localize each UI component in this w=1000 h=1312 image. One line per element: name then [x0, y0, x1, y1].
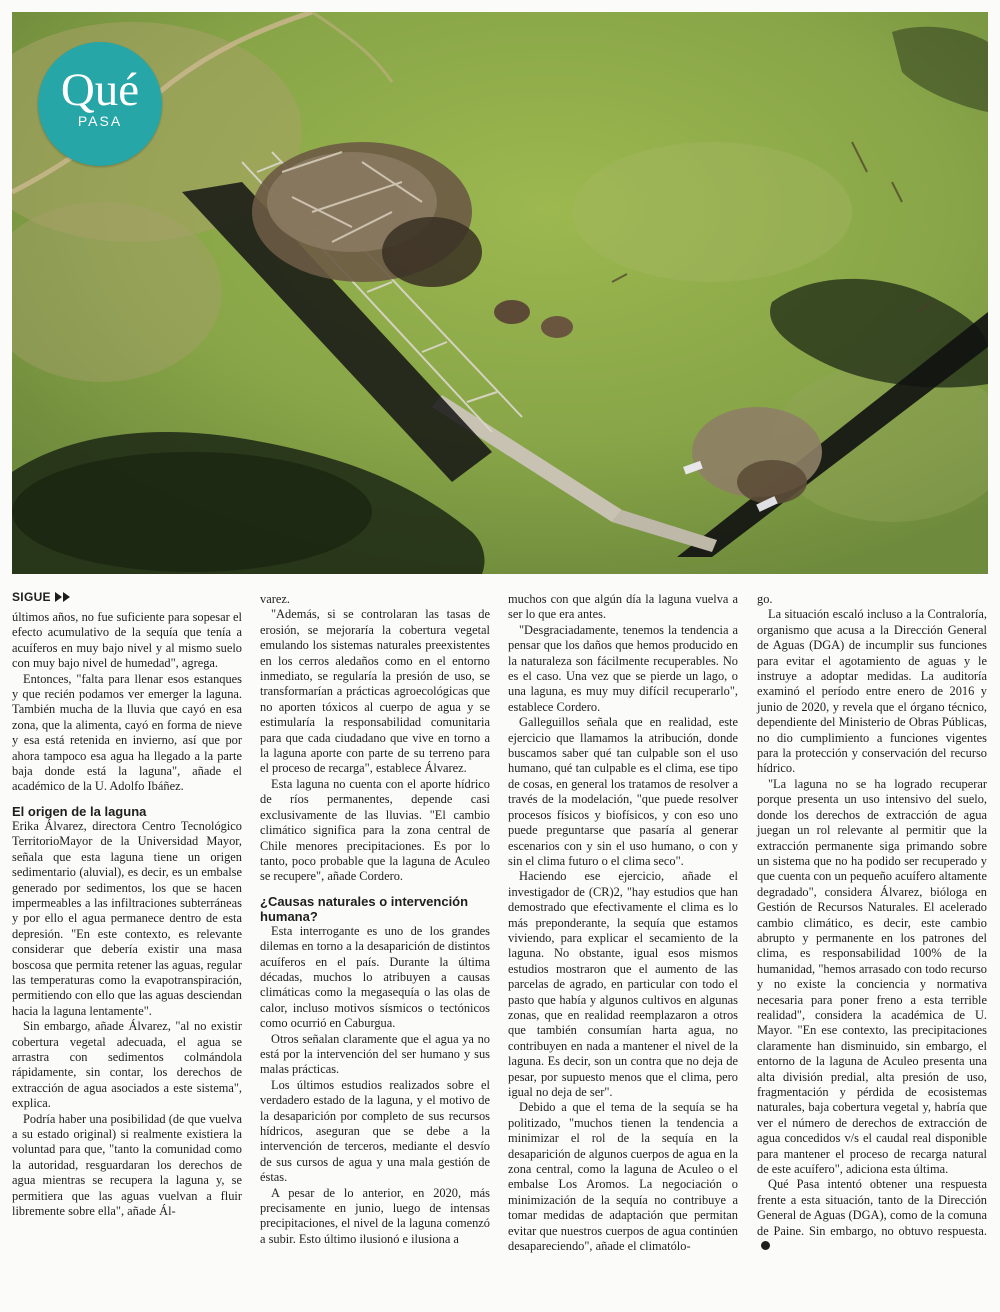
paragraph: varez. — [260, 592, 290, 606]
paragraph: La situación escaló incluso a la Contraloría, organismo que acusa a la Dirección General de Aguas (DGA) de incumplir sus funciones para evitar el agotamiento de aguas y le instruye a adoptar medidas. La auditoría examinó el período entre enero de 2016 y junio de 2020, y revela que el órgano técnico, dependiente del Ministerio de Obras Públicas, no dio cumplimiento a funciones vigentes para la protección y conservación del recurso hídrico. — [757, 607, 987, 776]
paragraph-final — [757, 1177, 987, 1254]
section-heading: El origen de la laguna — [12, 803, 147, 819]
paragraph: Esta laguna no cuenta con el aporte hídrico de ríos permanentes, depende casi exclusivamente de las lluvias. "El cambio climático significa para la zona central de Chile menores precipitaciones. Es por lo tanto, poco probable que la laguna de Aculeo se recupere", añade Cordero. — [260, 776, 490, 884]
arrow-right-icon — [55, 592, 62, 602]
paragraph: "Desgraciadamente, tenemos la tendencia a pensar que los daños que hemos producido en la naturaleza son fácilmente recuperables. No es el caso. Una vez que se pierde un lago, o una laguna, es muy muy difícil recuperarlo", establece Cordero. — [508, 622, 738, 714]
paragraph: Haciendo ese ejercicio, añade el investigador de (CR)2, "hay estudios que han demostrado que efectivamente el clima es lo más preponderante, la sequía que estamos viviendo, para explicar el secamiento de la laguna. No obstante, igual esos mismos estudios mostraron que el aumento de las parcelas de agrado, en particular con todo el pasto que había y algunos cultivos en algunas zonas, que en realidad reemplazaron a otros que también consumían harta agua, no contribuyen en nada a mantener el nivel de la laguna. Es decir, son un contra que no deja de pesar, por supuesto menos que el clima, pero igual no deja de ser". — [508, 869, 738, 1099]
paragraph: Debido a que el tema de la sequía se ha politizado, "muchos tienen la tendencia a minimizar el rol de la sequía en la desaparición de algunos cuerpos de agua en la zona central, como la laguna de Aculeo o el embalse Los Aromos. La negociación o minimización de la sequía no contribuye a tomar medidas de adaptación que permitan evitar que nuestros cuerpos de agua continúen desapareciendo", añade el climatólo- — [508, 1100, 738, 1254]
aerial-photo — [12, 12, 988, 574]
paragraph: últimos años, no fue suficiente para sopesar el efecto acumulativo de la sequía que tenía a acuíferos en muy bajo nivel y al mismo suelo con muy bajo nivel de humedad", agrega. — [12, 610, 242, 671]
paragraph: "Además, si se controlaran las tasas de erosión, se mejoraría la cobertura vegetal emulando los sistemas naturales preexistentes en los cerros aledaños como en el entorno inmediato, se regularía la presión de uso, se transformarían a prácticas agroecológicas que no aporten tóxicos al cuerpo de agua y se estimularía la responsabilidad comunitaria para que cada ciudadano que vive en torno a la laguna aporte con parte de su terreno para el proceso de recarga", establece Álvarez. — [260, 607, 490, 776]
paragraph: Podría haber una posibilidad (de que vuelva a su estado original) si realmente existiera la voluntad para que, "tanto la comunidad como la autoridad, resguardaran los derechos de agua mientras se recupera la laguna y, se permitiera que las aguas vuelvan a fluir libremente sobre ella", añade Ál- — [12, 1111, 242, 1219]
paragraph: muchos con que algún día la laguna vuelva a ser lo que era antes. — [508, 592, 738, 622]
article-column-1 — [12, 610, 242, 1219]
paragraph: Los últimos estudios realizados sobre el verdadero estado de la laguna, y el motivo de la desaparición por completo de sus recursos hídricos, aseguran que se debe a la intervención de terceros, mediante el desvío de sus cursos de agua y una mala gestión de éstas. — [260, 1077, 490, 1185]
paragraph: go. — [757, 592, 773, 606]
paragraph: Entonces, "falta para llenar esos estanques y que recién podamos ver emerger la laguna. También mucha de la lluvia que cayó en esa zona, que la alimenta, cayó en forma de nieve y esa está retenida en invierno, así que por ahora tampoco esa agua ha llegado a la parte baja donde está la laguna", añade el académico de la U. Adolfo Ibáñez. — [12, 671, 242, 794]
logo-main-text: Qué — [60, 64, 140, 116]
paragraph: "La laguna no se ha logrado recuperar porque presenta un uso intensivo del suelo, donde los derechos de extracción de agua juegan un rol relevante al permitir que la extracción permanente siga primando sobre un sistema que no ha podido ser recuperado y que cuenta con un pequeño acuífero altamente degradado", considera Álvarez, bióloga en Gestión de Recursos Naturales. El acelerado cambio climático, es decir, este cambio abrupto y permanente en los patrones del clima, es responsabilidad 100% de la humanidad, "hemos arrasado con todo recurso y no existe la conciencia y normativa necesaria para poner freno a esta terrible realidad", considera la académica de U. Mayor. "En ese contexto, las precipitaciones claramente han disminuido, sin embargo, el entorno de la laguna de Aculeo presenta una alta división predial, alta presión de uso, fragmentación y pérdida de ecosistemas naturales, baja cobertura vegetal y, habría que ver el número de derechos de extracción de agua concedidos v/s el caudal real disponible para mantener el proceso de recarga natural de este acuífero", adiciona esta última. — [757, 776, 987, 1177]
logo-sub-text: PASA — [77, 113, 123, 129]
end-mark-icon — [761, 1241, 770, 1250]
paragraph: Galleguillos señala que en realidad, este ejercicio que llamamos la atribución, donde buscamos saber qué tan culpable son el uso humano, qué tan culpable es el clima, ese tipo de cosas, en general los tratamos de resolver a través de la modelación, "que puede resolver procesos físicos y biofísicos, y con eso uno puede preguntarse que pasaría al generar escenarios con y sin el uso humano, o con y sin el clima futuro o el clima seco". — [508, 715, 738, 868]
paragraph: Esta interrogante es uno de los grandes dilemas en torno a la desaparición de distintos acuíferos en el país. Durante la última décadas, muchos lo atribuyen a causas climáticas como la megasequía o las olas de calor, incluso motivos sísmicos o tectónicos como ocurrió en Caburgua. — [260, 923, 490, 1031]
sigue-indicator — [12, 590, 70, 604]
section-heading: ¿Causas naturales o intervención humana? — [260, 893, 469, 924]
sigue-label: SIGUE — [12, 590, 51, 604]
paragraph: Otros señalan claramente que el agua ya no está por la intervención del ser humano y sus malas prácticas. — [260, 1031, 490, 1077]
arrow-right-icon — [63, 592, 70, 602]
article-column-2 — [260, 592, 490, 1247]
paragraph: Erika Álvarez, directora Centro Tecnológico TerritorioMayor de la Universidad Mayor, señala que esta laguna tiene un origen sedimentario (aluvial), es decir, es un embalse generado por sedimentos, los que se hacen impermeables a las infiltraciones subterráneas y por ello el agua permanece dentro de esta depresión. "En este contexto, es relevante considerar que debería existir una masa boscosa que permita retener las aguas, regular las temperaturas como la evapotranspiración, permitiendo con ello que las aguas desciendan hacia la laguna lentamente". — [12, 818, 242, 1018]
paragraph: Sin embargo, añade Álvarez, "al no existir cobertura vegetal adecuada, el agua se arrastra con sedimentos colmándola rápidamente, sin contar, los derechos de extracción de agua asociados a este sistema", explica. — [12, 1019, 242, 1111]
final-paragraph-text: Qué Pasa intentó obtener una respuesta frente a esta situación, tanto de la Dirección General de Aguas (DGA), como de la comuna de Paine. Sin embargo, no obtuvo respuesta. — [757, 1177, 987, 1238]
que-pasa-logo — [38, 42, 162, 166]
paragraph: A pesar de lo anterior, en 2020, más precisamente en junio, luego de intensas precipitaciones, el nivel de la laguna comenzó a subir. Esto último ilusionó e ilusiona a — [260, 1185, 490, 1246]
article-column-3 — [508, 592, 738, 1254]
article-column-4 — [757, 592, 987, 1254]
